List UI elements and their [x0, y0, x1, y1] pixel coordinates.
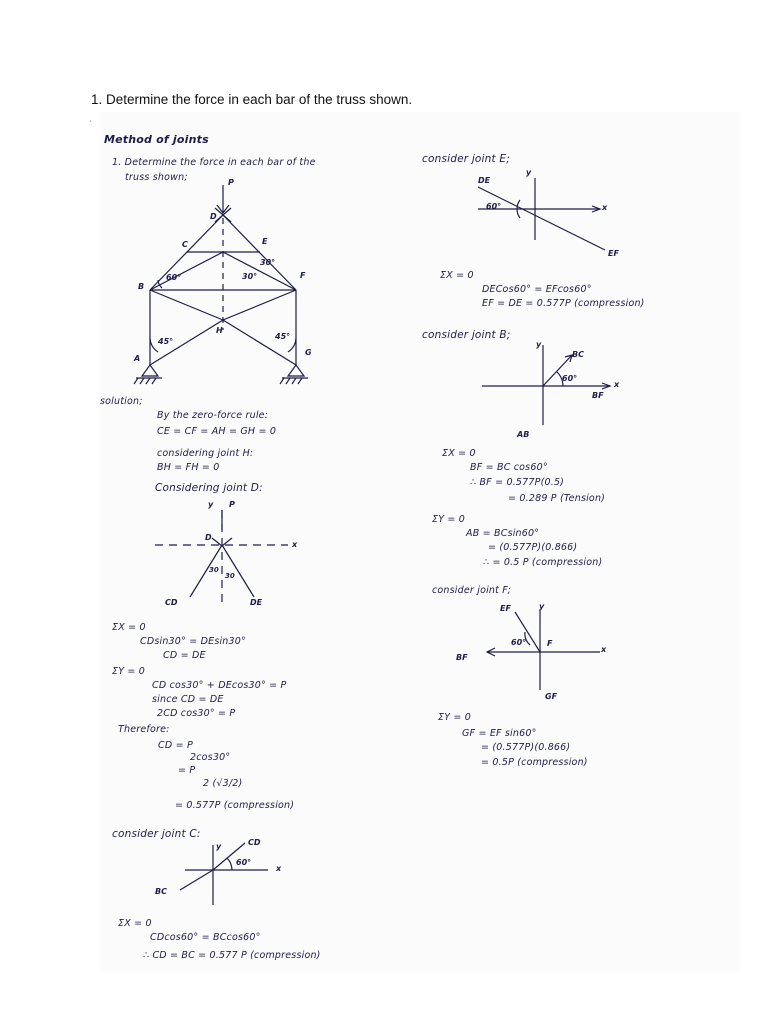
document-title: 1. Determine the force in each bar of the truss shown. — [91, 92, 413, 107]
joint-f-diagram — [487, 610, 600, 690]
jf-ef: EF — [500, 604, 511, 613]
eq-b-line: ΣY = 0 — [432, 514, 466, 525]
eq-line: Therefore: — [118, 724, 170, 735]
solution-label: solution; — [100, 396, 143, 407]
eq-f-line: ΣY = 0 — [438, 712, 472, 723]
truss-label-p: P — [228, 178, 234, 187]
jd-x: x — [292, 540, 298, 549]
truss-label-g: G — [305, 348, 312, 357]
angle-f: 30° — [242, 272, 258, 281]
joint-e-diagram — [478, 178, 608, 250]
joint-b-heading: consider joint B; — [422, 329, 511, 341]
eq-line: 2CD cos30° = P — [157, 708, 236, 719]
truss-label-f: F — [300, 271, 306, 280]
jc-y: y — [216, 842, 222, 851]
eq-e-line: DECos60° = EFcos60° — [482, 284, 592, 295]
joint-b-diagram — [482, 345, 610, 425]
eq-f-line: = (0.577P)(0.866) — [481, 742, 571, 753]
joint-c-diagram — [180, 843, 268, 905]
eq-c-line: ΣX = 0 — [118, 918, 152, 929]
jc-x: x — [276, 864, 282, 873]
eq-line: CDsin30° = DEsin30° — [140, 636, 246, 647]
angle-g: 45° — [275, 332, 291, 341]
jf-bf: BF — [456, 653, 468, 662]
jb-angle: 60° — [562, 374, 578, 383]
jd-d: D — [205, 533, 212, 542]
jc-bc: BC — [155, 887, 167, 896]
je-y: y — [526, 168, 532, 177]
eq-line: 2cos30° — [190, 752, 231, 763]
eq-line: 2 (√3/2) — [203, 778, 243, 789]
eq-line: CD = DE — [163, 650, 206, 661]
eq-line: = 0.577P (compression) — [175, 800, 295, 811]
eq-b-line: BF = BC cos60° — [470, 462, 548, 473]
method-heading: Method of joints — [104, 133, 209, 146]
jd-cd: CD — [165, 598, 178, 607]
eq-line: CD = P — [158, 740, 193, 751]
stray-mark: ˌ — [89, 112, 92, 122]
je-angle: 60° — [486, 202, 502, 211]
eq-b-line: ∴ = 0.5 P (compression) — [483, 557, 603, 568]
jd-angle1: 30 — [209, 566, 219, 574]
truss-label-h: H — [216, 326, 223, 335]
eq-b-line: ΣX = 0 — [442, 448, 476, 459]
jd-y: y — [208, 500, 214, 509]
jf-x: x — [601, 645, 607, 654]
eq-e-line: EF = DE = 0.577P (compression) — [482, 298, 645, 309]
jf-y: y — [539, 602, 545, 611]
jc-cd: CD — [248, 838, 261, 847]
je-x: x — [602, 203, 608, 212]
jd-de: DE — [250, 598, 263, 607]
eq-c-line: ∴ CD = BC = 0.577 P (compression) — [143, 950, 321, 961]
je-ef: EF — [608, 249, 619, 258]
joint-f-heading: consider joint F; — [432, 585, 512, 596]
problem-line1: 1. Determine the force in each bar of the — [112, 157, 316, 168]
truss-diagram — [134, 185, 308, 384]
jb-x: x — [614, 380, 620, 389]
angle-e: 30° — [260, 258, 276, 267]
eq-line: CD cos30° + DEcos30° = P — [152, 680, 287, 691]
truss-label-d: D — [210, 212, 217, 221]
truss-label-b: B — [138, 282, 145, 291]
joint-d-heading: Considering joint D: — [155, 482, 263, 494]
jf-f: F — [547, 639, 553, 648]
joint-e-heading: consider joint E; — [422, 153, 510, 165]
jb-ab: AB — [517, 430, 530, 439]
eq-line: ΣY = 0 — [112, 666, 146, 677]
eq-b-line: = 0.289 P (Tension) — [508, 493, 606, 504]
jb-bc: BC — [572, 350, 584, 359]
eq-e-line: ΣX = 0 — [440, 270, 474, 281]
problem-line2: truss shown; — [125, 172, 188, 183]
eq-f-line: GF = EF sin60° — [462, 728, 537, 739]
eq-line: ΣX = 0 — [112, 622, 146, 633]
angle-a: 45° — [158, 337, 174, 346]
jd-p: P — [229, 500, 235, 509]
truss-label-e: E — [262, 237, 268, 246]
zero-force-rule: By the zero-force rule: — [157, 410, 269, 421]
jf-angle: 60° — [511, 638, 527, 647]
eq-f-line: = 0.5P (compression) — [481, 757, 588, 768]
jf-gf: GF — [545, 692, 558, 701]
jc-angle: 60° — [236, 858, 252, 867]
joint-d-diagram — [155, 510, 288, 605]
truss-label-c: C — [182, 240, 188, 249]
eq-line: since CD = DE — [152, 694, 224, 705]
jb-bf: BF — [592, 391, 604, 400]
angle-b: 60° — [166, 273, 182, 282]
joint-c-heading: consider joint C: — [112, 828, 201, 840]
eq-b-line: ∴ BF = 0.577P(0.5) — [470, 477, 565, 488]
joint-h-result: BH = FH = 0 — [157, 462, 220, 473]
eq-b-line: = (0.577P)(0.866) — [488, 542, 578, 553]
eq-c-line: CDcos60° = BCcos60° — [150, 932, 261, 943]
joint-h-heading: considering joint H: — [157, 448, 254, 459]
eq-b-line: AB = BCsin60° — [466, 528, 540, 539]
je-de: DE — [478, 176, 491, 185]
jb-y: y — [536, 340, 542, 349]
jd-angle2: 30 — [225, 572, 235, 580]
eq-line: = P — [178, 765, 196, 776]
zero-force-members: CE = CF = AH = GH = 0 — [157, 426, 277, 437]
truss-label-a: A — [134, 354, 141, 363]
